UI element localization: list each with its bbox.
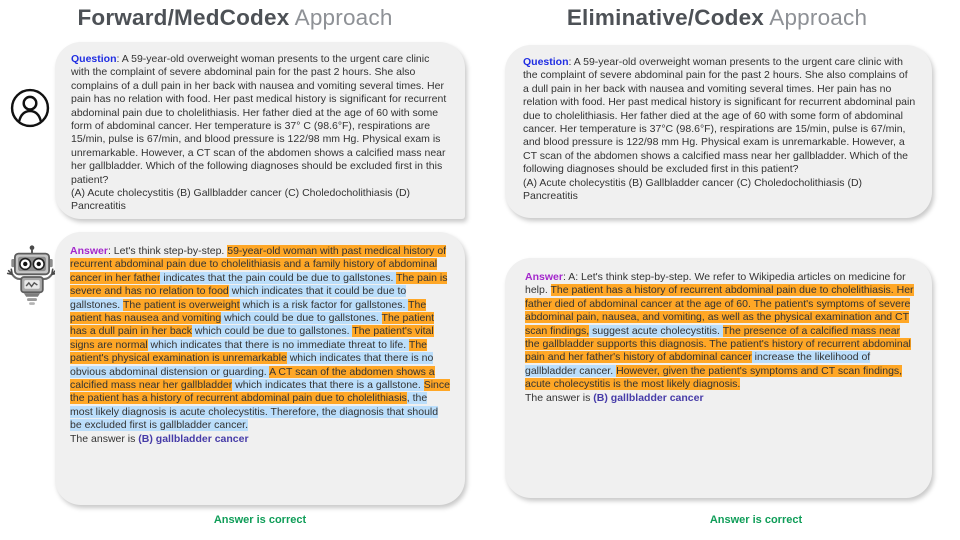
text-segment: which could be due to gallstones. <box>192 325 353 338</box>
text-segment: which indicates that there is no immediate threat to life. <box>147 338 409 351</box>
text-segment: Question <box>71 53 117 65</box>
text-segment: The answer is <box>70 432 139 445</box>
left-approach-title <box>0 5 470 31</box>
text-segment: (B) gallbladder cancer <box>138 432 249 445</box>
person-circle-icon <box>9 87 51 129</box>
text-segment: (B) gallbladder cancer <box>593 391 704 404</box>
text-segment: 59-year-old woman with past medical history of recurrent abdominal pain due to cholelithiasis and a family history of abdominal cancer in her father <box>70 245 447 284</box>
answer-bubble-right <box>505 258 932 498</box>
text-segment: (A) Acute cholecystitis (B) Gallbladder cancer (C) Choledocholithiasis (D) Pancreatitis <box>71 187 411 213</box>
text-segment: The patient's physical examination is unremarkable <box>70 338 427 365</box>
left-title-method: Forward/MedCodex <box>77 5 290 30</box>
text-segment: : A 59-year-old overweight woman presents to the urgent care clinic with the complaint of severe abdominal pain for the past 2 hours. She also complains of a dull pain in her back with nausea and vomiting several times. Her pain has no relation with food. Her past medical history is significant for recurrent abdominal pain due to cholelithiasis. Her father died at the age of 60 with some form of abdominal cancer. Her temperature is 37°C (98.6°F), respirations are 15/min, pulse is 67/min, and blood pressure is 122/98 mm Hg. Physical exam is unremarkable. However, a CT scan of the abdomen shows a calcified mass near her gallbladder. Which of the following diagnoses should be excluded first in this patient? <box>523 56 916 176</box>
text-segment: The patient has a history of recurrent abdominal pain due to cholelithiasis. Her father died of abdominal cancer at the age of 60. The patient's symptoms of severe abdominal pain, nausea, and vomiting, as well as the physical examination and CT scan findings, <box>525 284 914 337</box>
text-segment: which indicates that there is no obvious abdominal distension or guarding. <box>70 352 434 378</box>
question-bubble-right <box>505 45 932 218</box>
text-segment: The patient has nausea and vomiting <box>70 298 427 325</box>
text-segment: (A) Acute cholecystitis (B) Gallbladder cancer (C) Choledocholithiasis (D) Pancreatitis <box>523 176 863 203</box>
right-approach-title <box>482 5 952 31</box>
left-title-suffix: Approach <box>289 5 393 30</box>
text-segment: Answer <box>70 245 108 257</box>
text-segment: The patient is overweight <box>122 298 240 311</box>
verdict-left: Answer is correct <box>213 514 307 526</box>
text-segment: which is a risk factor for gallstones. <box>239 298 409 311</box>
text-segment: : Let's think step-by-step. <box>107 245 228 257</box>
text-segment: The answer is <box>525 391 594 404</box>
robot-icon <box>5 242 59 312</box>
text-segment: : A: Let's think step-by-step. We refer to Wikipedia articles on medicine for help. <box>525 271 906 297</box>
text-segment: Question <box>523 56 569 68</box>
text-segment: The patient's vital signs are normal <box>70 325 434 351</box>
text-segment: indicates that the pain could be due to gallstones. <box>160 271 397 284</box>
text-segment: However, given the patient's symptoms and CT scan findings, acute cholecystitis is the most likely diagnosis. <box>525 364 903 391</box>
text-segment: The pain is severe and has no relation to food <box>70 271 448 298</box>
text-segment: Answer <box>525 271 563 283</box>
right-title-suffix: Approach <box>764 5 868 30</box>
question-bubble-left <box>55 42 465 219</box>
text-segment: The presence of a calcified mass near the gallbladder supports this diagnosis. The patient's history of recurrent abdominal pain and her father's history of abdominal cancer <box>525 324 911 364</box>
text-segment: A CT scan of the abdomen shows a calcified mass near her gallbladder <box>70 365 435 392</box>
text-segment: Since the patient has a history of recurrent abdominal pain due to cholelithiasis <box>70 379 450 405</box>
answer-bubble-left <box>55 232 465 505</box>
text-segment: which indicates that it could be due to gallstones. <box>70 285 407 311</box>
text-segment: suggest acute cholecystitis. <box>589 324 723 337</box>
right-title-method: Eliminative/Codex <box>566 5 765 30</box>
text-segment: The patient has a dull pain in her back <box>70 312 435 338</box>
text-segment: which could be due to gallstones. <box>221 312 382 325</box>
text-segment: increase the likelihood of gallbladder cancer. <box>525 351 871 377</box>
text-segment: which indicates that there is a gallstone. <box>232 379 424 392</box>
text-segment: , the most likely diagnosis is acute cholecystitis. Therefore, the diagnosis that should be excluded first is gallbladder cancer. <box>70 392 439 432</box>
verdict-right: Answer is correct <box>709 514 803 526</box>
text-segment: : A 59-year-old overweight woman presents to the urgent care clinic with the complaint of severe abdominal pain for the past 2 hours. She also complains of a dull pain in her back with nausea and vomiting several times. Her pain has no relation with food. Her past medical history is significant for recurrent abdominal pain due to cholelithiasis. Her father died at the age of 60 with some form of abdominal cancer. Her temperature is 37° C (98.6°F), respirations are 15/min, pulse is 67/min, and blood pressure is 122/98 mm Hg. Physical exam is unremarkable. However, a CT scan of the abdomen shows a calcified mass near her gallbladder. Which of the following diagnoses should be excluded first in this patient? <box>71 53 447 186</box>
